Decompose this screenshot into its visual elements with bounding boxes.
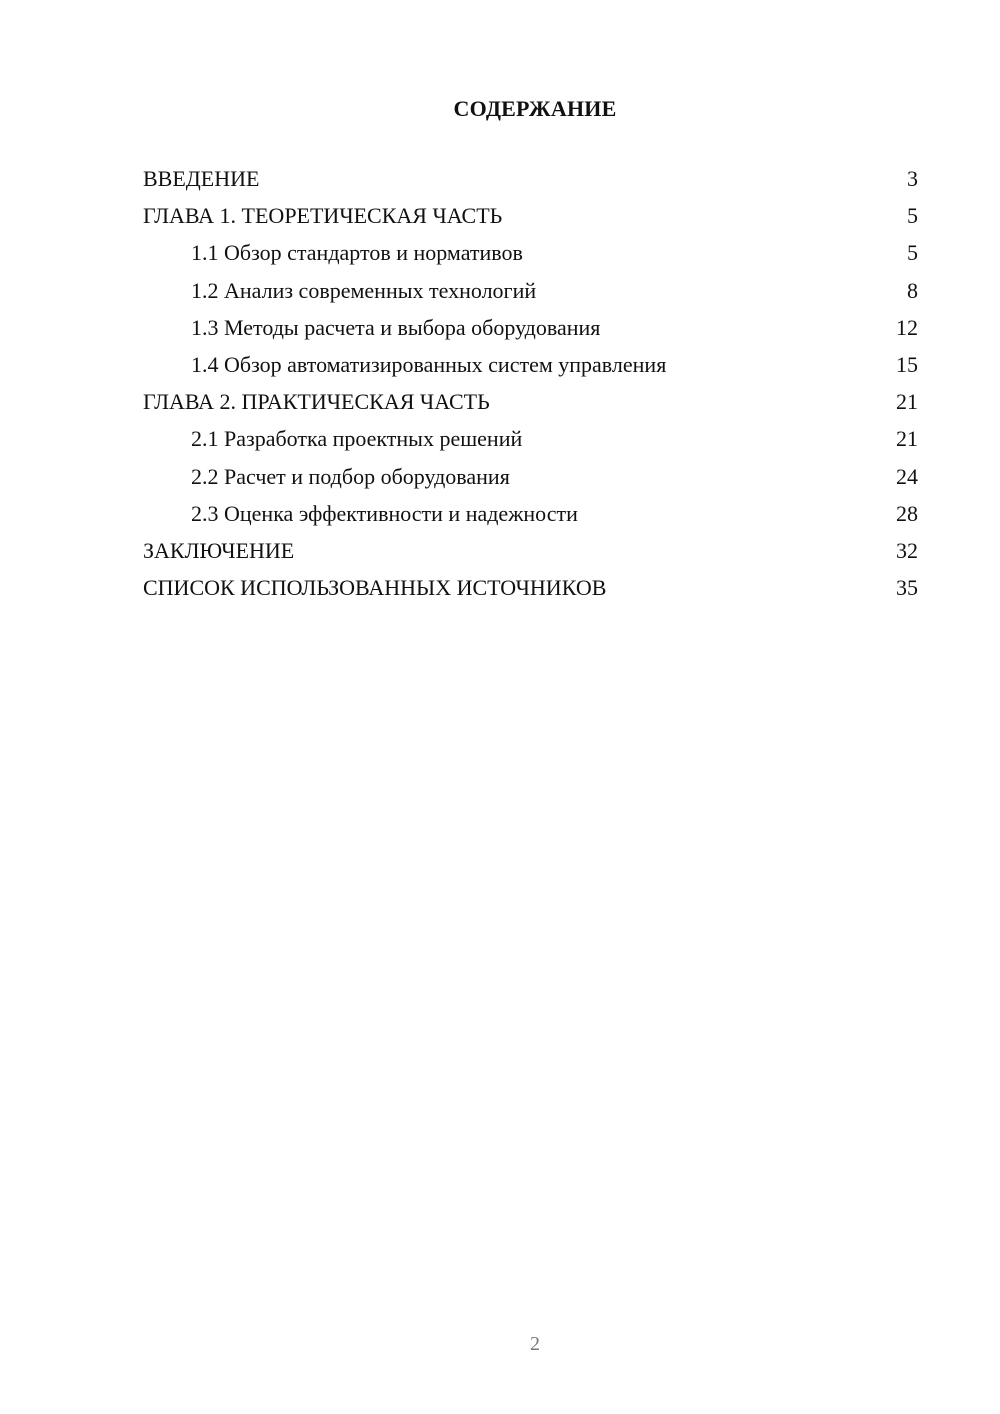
toc-entry-introduction [143, 166, 918, 203]
toc-entry-label: ЗАКЛЮЧЕНИЕ [143, 537, 295, 563]
toc-entry-label: 2.1 Разработка проектных решений [191, 426, 523, 452]
toc-entry-page: 21 [896, 426, 918, 452]
toc-entry-section-2-2 [143, 464, 918, 501]
toc-entry-label: 1.3 Методы расчета и выбора оборудования [191, 314, 601, 340]
toc-entry-label: 2.2 Расчет и подбор оборудования [191, 463, 510, 489]
toc-entry-label: ГЛАВА 2. ПРАКТИЧЕСКАЯ ЧАСТЬ [143, 389, 490, 415]
toc-entry-label: 1.2 Анализ современных технологий [191, 277, 537, 303]
toc-entry-page: 15 [896, 351, 918, 377]
toc-entry-label: ВВЕДЕНИЕ [143, 166, 260, 191]
toc-entry-section-1-4 [143, 352, 918, 389]
toc-entry-label: СПИСОК ИСПОЛЬЗОВАННЫХ ИСТОЧНИКОВ [143, 575, 607, 601]
toc-entry-page: 12 [896, 314, 918, 340]
toc-entry-page: 5 [907, 203, 918, 229]
toc-entry-conclusion [143, 538, 918, 575]
page-number: 2 [530, 1333, 540, 1355]
toc-entry-page: 35 [896, 575, 918, 601]
toc-entry-page: 8 [907, 277, 918, 303]
toc-entry-section-2-1 [143, 426, 918, 463]
toc-entry-page: 21 [896, 389, 918, 415]
toc-entry-label: 2.3 Оценка эффективности и надежности [191, 500, 578, 526]
toc-entry-references [143, 575, 918, 612]
toc-entry-section-1-3 [143, 315, 918, 352]
toc-entry-page: 5 [907, 240, 918, 266]
table-of-contents [143, 166, 918, 612]
toc-entry-chapter-1 [143, 203, 918, 240]
toc-entry-section-1-1 [143, 240, 918, 277]
toc-entry-page: 24 [896, 463, 918, 489]
toc-entry-label: 1.4 Обзор автоматизированных систем управления [191, 351, 667, 377]
toc-entry-page: 3 [907, 166, 918, 191]
toc-entry-page: 28 [896, 500, 918, 526]
toc-entry-label: 1.1 Обзор стандартов и нормативов [191, 240, 523, 266]
page-title: СОДЕРЖАНИЕ [453, 96, 617, 121]
toc-entry-label: ГЛАВА 1. ТЕОРЕТИЧЕСКАЯ ЧАСТЬ [143, 203, 503, 229]
toc-entry-chapter-2 [143, 389, 918, 426]
toc-entry-section-1-2 [143, 278, 918, 315]
toc-entry-section-2-3 [143, 501, 918, 538]
toc-entry-page: 32 [896, 537, 918, 563]
